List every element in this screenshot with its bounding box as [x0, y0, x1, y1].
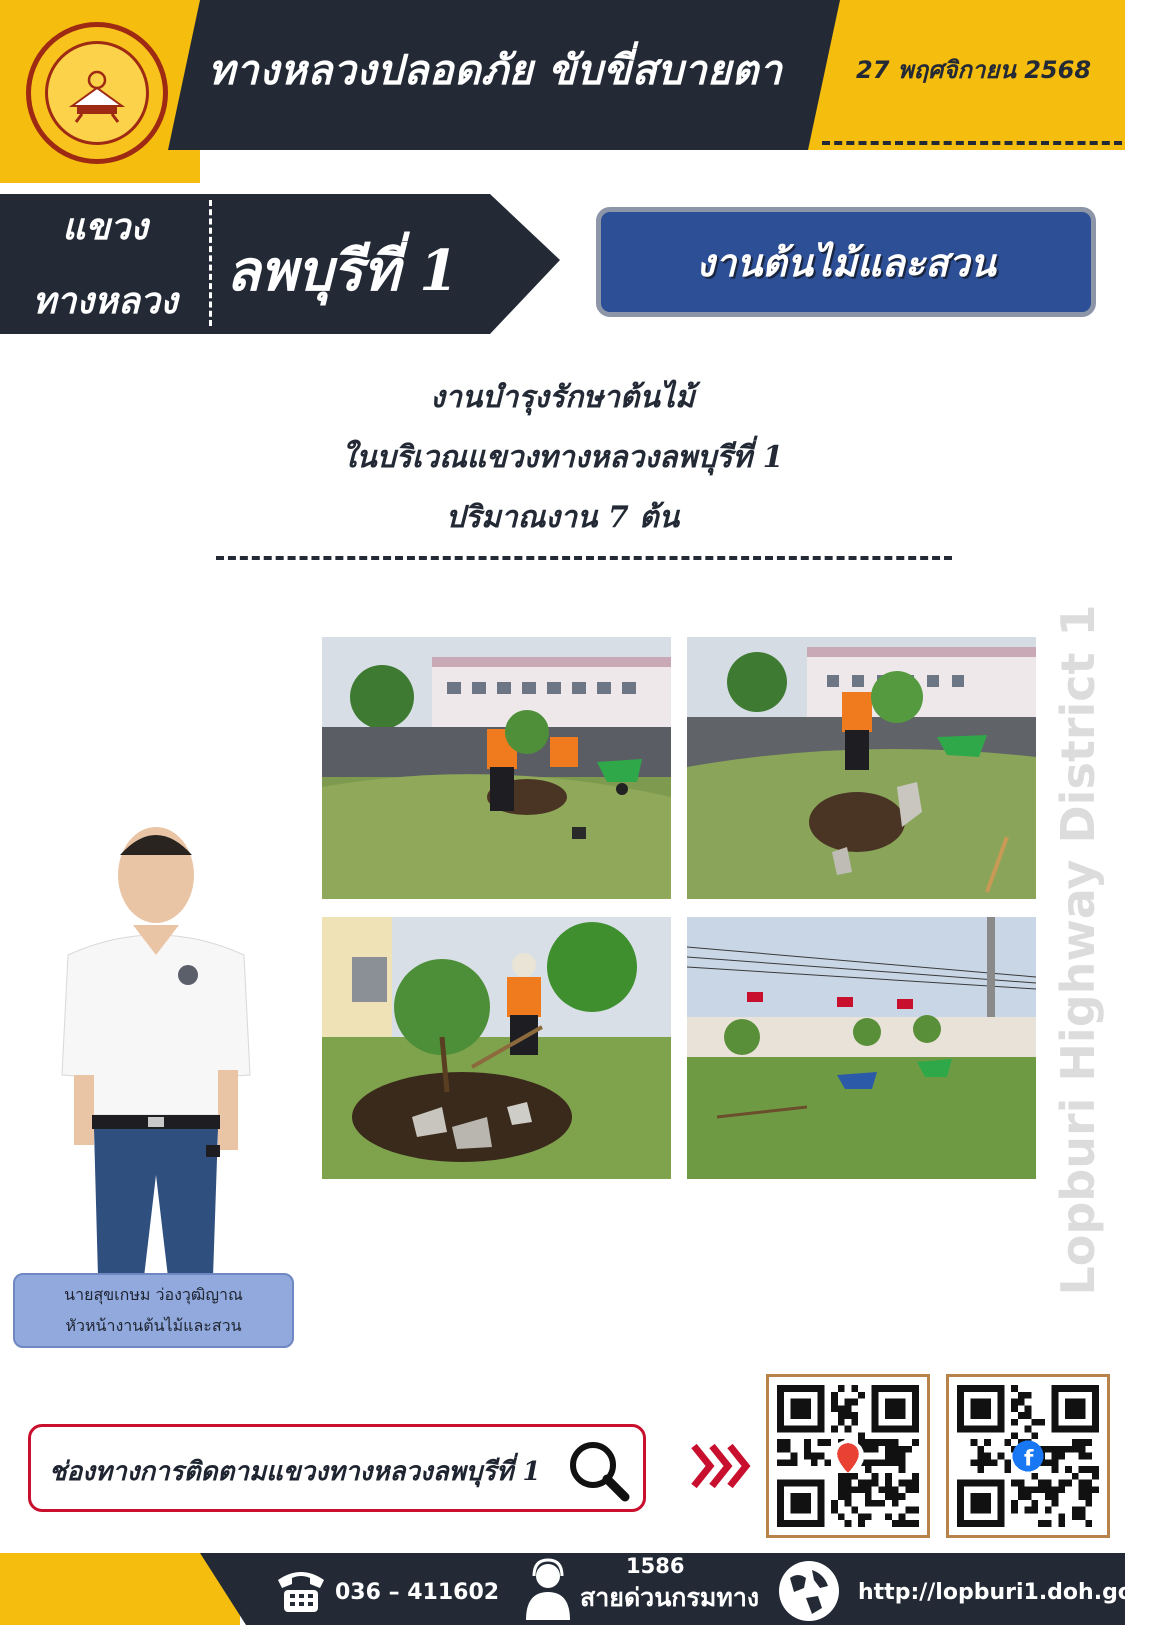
globe-icon	[776, 1558, 842, 1624]
description-line-1: งานบำรุงรักษาต้นไม้	[430, 380, 695, 415]
header-dashed-divider	[822, 141, 1122, 145]
facebook-qr-code[interactable]	[946, 1374, 1110, 1538]
work-photo-2	[687, 637, 1036, 899]
staff-caption-card	[13, 1273, 294, 1348]
work-photo-4	[687, 917, 1036, 1179]
svg-text:f: f	[1023, 1446, 1034, 1472]
department-seal-logo	[26, 22, 168, 164]
follow-channel-label: ช่องทางการติดตามแขวงทางหลวงลพบุรีที่ 1	[49, 1457, 541, 1487]
staff-role: หัวหน้างานต้นไม้และสวน	[65, 1316, 242, 1335]
search-icon[interactable]	[565, 1437, 633, 1505]
follow-channel-box[interactable]	[28, 1424, 646, 1512]
website-link[interactable]: http://lopburi1.doh.go.th/	[858, 1580, 1176, 1605]
hotline-number[interactable]: 1586	[626, 1554, 685, 1578]
publish-date: 27 พฤศจิกายน 2568	[856, 56, 1092, 84]
section-badge	[596, 207, 1096, 317]
work-photo-1	[322, 637, 671, 899]
footer-yellow-block	[0, 1553, 240, 1625]
triple-chevron-right-icon	[688, 1438, 748, 1494]
hotline-agent-icon	[520, 1558, 576, 1620]
district-name: ลพบุรีที่ 1	[226, 238, 459, 304]
hotline-label: สายด่วนกรมทาง	[580, 1583, 760, 1612]
google-maps-qr-code[interactable]	[766, 1374, 930, 1538]
section-title: งานต้นไม้และสวน	[696, 239, 996, 285]
description-line-2: ในบริเวณแขวงทางหลวงลพบุรีที่ 1	[341, 440, 784, 475]
staff-name: นายสุขเกษม ว่องวุฒิญาณ	[64, 1285, 243, 1304]
page-title: ทางหลวงปลอดภัย ขับขี่สบายตา	[208, 46, 783, 94]
district-label-line1: แขวง	[62, 206, 148, 248]
description-dashed-divider	[216, 556, 952, 560]
district-label-line2: ทางหลวง	[32, 280, 178, 322]
description-line-3: ปริมาณงาน 7 ต้น	[445, 500, 680, 535]
district-watermark: Lopburi Highway District 1	[1051, 604, 1105, 1296]
staff-portrait	[38, 815, 268, 1277]
seal-emblem-icon	[45, 41, 149, 145]
telephone-icon	[272, 1560, 330, 1616]
footer-phone-number[interactable]: 036 – 411602	[335, 1580, 500, 1605]
work-photo-3	[322, 917, 671, 1179]
